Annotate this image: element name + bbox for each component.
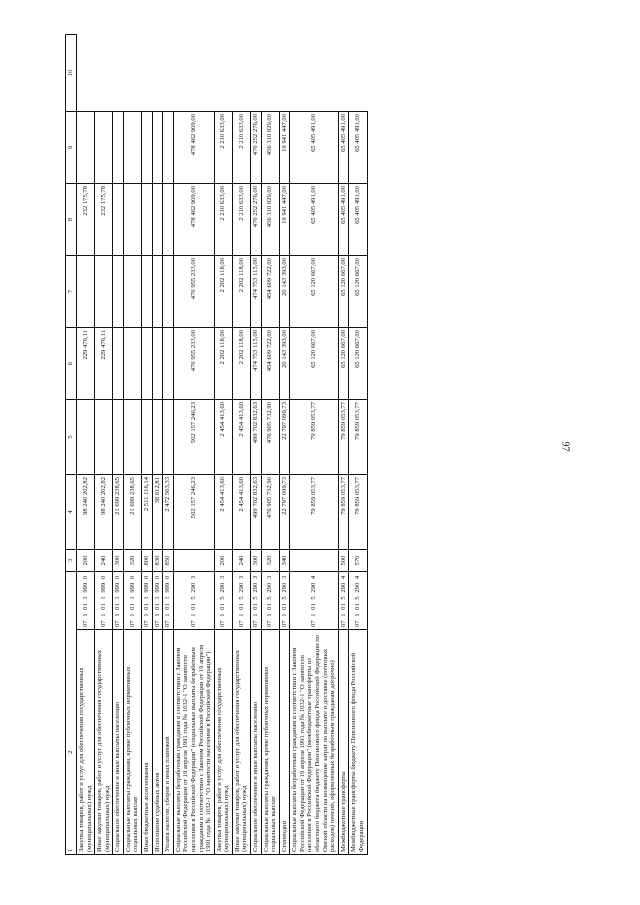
budget-table-container [65,35,590,855]
row-amount-cell-10 [142,112,153,184]
row-amount-cell-9: 65 405 491,00 [338,184,349,256]
row-name-cell: Иные закупки товаров, работ и услуг для обеспечения государственных (муниципальных) нужд [95,630,113,855]
row-amount-cell-10: 65 405 491,00 [349,112,367,184]
row-amount-cell-10: 19 941 447,00 [279,112,290,184]
row-amount-cell-8 [95,256,113,328]
table-row [338,35,349,855]
row-amount-cell-8: 65 120 667,00 [338,256,349,328]
row-expense-type-cell: 240 [232,550,250,572]
row-name-cell: Межбюджетные трансферты [338,630,349,855]
row-expense-type-cell: 850 [163,550,174,572]
row-amount-cell-9: 65 405 491,00 [290,184,338,256]
row-name-cell: Социальные выплаты безработным гражданам в соответствии с Законом Российской Федерации от 19 апреля 1991 года № 1032-1 "О занятости населения в Российской Федерации" (социальные выплаты безработным гражданам в соответствии с Законом Российской Федерации от 19 апреля 1991 года № 1032-1 "О занятости населения в Российской Федерации") [173,630,214,855]
row-code-cell: 07 1 01 5 290 3 [250,572,261,630]
row-amount-cell-7: 2 202 118,00 [232,328,250,400]
row-name-cell: Иные бюджетные ассигнования [142,630,153,855]
table-row [290,35,338,855]
table-row [214,35,232,855]
row-amount-cell-10: 478 462 909,00 [173,112,214,184]
row-code-cell: 07 1 01 1 999 0 [142,572,153,630]
row-expense-type-cell: 830 [152,550,163,572]
row-amount-cell-7 [123,328,141,400]
table-row [279,35,290,855]
row-expense-type-cell: 200 [77,550,95,572]
row-amount-cell-5: 21 699 238,65 [123,475,141,550]
header-col-1-2: 12 [66,572,77,855]
row-code-cell: 07 1 01 1 999 0 [123,572,141,630]
row-amount-cell-8: 2 202 118,00 [232,256,250,328]
header-col-6: 6 [66,328,77,400]
row-amount-cell-5: 38 612,81 [152,475,163,550]
row-amount-cell-9 [113,184,124,256]
row-amount-cell-9: 232 175,78 [95,184,113,256]
row-name-cell: Закупка товаров, работ и услуг для обеспечения государственных (муниципальных) нужд [77,630,95,855]
row-amount-cell-6 [95,400,113,475]
row-amount-cell-9: 2 210 633,00 [232,184,250,256]
row-expense-type-cell: 300 [250,550,261,572]
row-amount-cell-9 [152,184,163,256]
row-amount-cell-7: 229 476,11 [95,328,113,400]
row-amount-cell-6: 502 157 246,23 [173,400,214,475]
row-expense-type-cell: 340 [279,550,290,572]
row-amount-cell-7: 2 202 118,00 [214,328,232,400]
row-code-cell: 07 1 01 5 290 4 [290,572,338,630]
row-expense-type-cell [173,550,214,572]
table-row [95,35,113,855]
row-amount-cell-9 [123,184,141,256]
row-amount-cell-8: 65 120 667,00 [290,256,338,328]
row-amount-cell-8: 65 120 667,00 [349,256,367,328]
row-amount-cell-8: 476 955 233,00 [173,256,214,328]
row-amount-cell-8 [113,256,124,328]
table-row [123,35,141,855]
row-amount-cell-5: 499 702 832,63 [250,475,261,550]
row-amount-cell-9: 232 175,78 [77,184,95,256]
row-amount-cell-6: 476 905 732,90 [261,400,279,475]
row-amount-cell-10 [163,112,174,184]
row-amount-cell-10: 2 210 633,00 [214,112,232,184]
row-name-cell: Социальное обеспечение и иные выплаты населению [250,630,261,855]
row-amount-cell-9: 2 210 633,00 [214,184,232,256]
row-amount-cell-9: 478 462 909,00 [173,184,214,256]
row-amount-cell-9: 65 405 491,00 [349,184,367,256]
row-amount-cell-7 [142,328,153,400]
row-amount-cell-5: 502 157 246,23 [173,475,214,550]
row-name-cell: Социальное обеспечение и иные выплаты населению [113,630,124,855]
row-code-cell: 07 1 01 5 290 3 [173,572,214,630]
table-row [113,35,124,855]
row-amount-cell-6 [152,400,163,475]
header-col-5: 5 [66,400,77,475]
header-col-8: 8 [66,184,77,256]
row-amount-cell-5: 21 699 238,65 [113,475,124,550]
column-number-header-row [66,35,77,855]
row-amount-cell-5: 79 859 053,77 [349,475,367,550]
row-amount-cell-7: 65 120 667,00 [290,328,338,400]
row-expense-type-cell: 800 [142,550,153,572]
row-amount-cell-7 [152,328,163,400]
table-row [77,35,95,855]
row-name-cell: Стипендии [279,630,290,855]
row-amount-cell-10 [95,112,113,184]
row-amount-cell-5: 2 511 116,14 [142,475,153,550]
row-amount-cell-10: 65 405 491,00 [338,112,349,184]
header-col-3: 3 [66,550,77,572]
table-row [250,35,261,855]
row-amount-cell-8: 2 202 118,00 [214,256,232,328]
row-amount-cell-7: 65 120 667,00 [349,328,367,400]
row-amount-cell-8: 20 143 393,00 [279,256,290,328]
header-col-9: 9 [66,112,77,184]
row-amount-cell-8: 454 609 722,00 [261,256,279,328]
row-amount-cell-7: 474 753 115,00 [250,328,261,400]
row-amount-cell-5: 2 454 413,60 [232,475,250,550]
row-amount-cell-9: 456 310 829,00 [261,184,279,256]
row-amount-cell-7: 20 143 393,00 [279,328,290,400]
row-amount-cell-8 [77,256,95,328]
row-code-cell: 07 1 01 1 999 0 [95,572,113,630]
row-amount-cell-7: 229 476,11 [77,328,95,400]
table-row [152,35,163,855]
row-name-cell: Исполнение судебных актов [152,630,163,855]
row-expense-type-cell: 200 [214,550,232,572]
row-amount-cell-10: 476 252 276,00 [250,112,261,184]
row-amount-cell-7 [163,328,174,400]
table-row [163,35,174,855]
row-amount-cell-10: 65 405 491,00 [290,112,338,184]
row-amount-cell-6 [113,400,124,475]
row-amount-cell-8 [123,256,141,328]
row-expense-type-cell: 320 [261,550,279,572]
row-amount-cell-9 [142,184,153,256]
row-code-cell: 07 1 01 1 999 0 [152,572,163,630]
header-col-4: 4 [66,475,77,550]
row-amount-cell-8 [152,256,163,328]
row-expense-type-cell: 570 [349,550,367,572]
row-amount-cell-10 [152,112,163,184]
header-col-7: 7 [66,256,77,328]
row-code-cell: 07 1 01 1 999 0 [77,572,95,630]
row-amount-cell-5: 79 859 053,77 [290,475,338,550]
row-expense-type-cell [290,550,338,572]
row-amount-cell-6: 79 859 053,77 [349,400,367,475]
row-amount-cell-5: 22 797 099,73 [279,475,290,550]
row-amount-cell-9: 476 252 276,00 [250,184,261,256]
row-amount-cell-5: 98 240 202,82 [95,475,113,550]
row-amount-cell-5: 79 859 053,77 [338,475,349,550]
row-amount-cell-6: 2 454 413,60 [214,400,232,475]
row-name-cell: Социальные выплаты безработным гражданам в соответствии с Законом Российской Федерации от 19 апреля 1991 года № 1032-1 "О занятости населения в Российской Федерации" (межбюджетные трансферты из областного бюджета бюджету Пенсионного фонда Российской Федерации по Омской области на возмещение затрат по выплате и доставке (почтовых расходов) пенсий, оформленных безработным гражданам досрочно) [290,630,338,855]
row-amount-cell-6 [123,400,141,475]
row-amount-cell-5: 2 454 413,60 [214,475,232,550]
row-amount-cell-6: 2 454 413,60 [232,400,250,475]
row-name-cell: Социальные выплаты гражданам, кроме публичных нормативных социальных выплат [123,630,141,855]
row-amount-cell-6 [142,400,153,475]
row-amount-cell-6 [77,400,95,475]
row-code-cell: 07 1 01 5 290 3 [214,572,232,630]
table-row [261,35,279,855]
row-expense-type-cell: 300 [113,550,124,572]
row-name-cell: Иные закупки товаров, работ и услуг для обеспечения государственных (муниципальных) нужд [232,630,250,855]
row-amount-cell-10 [113,112,124,184]
page-number: 97 [559,441,571,452]
table-row [232,35,250,855]
row-amount-cell-6: 499 702 832,63 [250,400,261,475]
row-amount-cell-10: 456 310 829,00 [261,112,279,184]
row-amount-cell-8 [142,256,153,328]
row-amount-cell-5: 98 240 202,82 [77,475,95,550]
row-amount-cell-7: 476 955 233,00 [173,328,214,400]
row-amount-cell-5: 476 905 732,90 [261,475,279,550]
row-expense-type-cell: 240 [95,550,113,572]
row-amount-cell-5: 2 472 503,33 [163,475,174,550]
row-amount-cell-9: 19 941 447,00 [279,184,290,256]
table-row [142,35,153,855]
row-expense-type-cell: 500 [338,550,349,572]
row-amount-cell-8: 474 753 115,00 [250,256,261,328]
row-amount-cell-9 [163,184,174,256]
row-expense-type-cell: 320 [123,550,141,572]
row-code-cell: 07 1 01 5 290 3 [261,572,279,630]
row-code-cell: 07 1 01 5 290 4 [349,572,367,630]
table-row [173,35,214,855]
row-amount-cell-7 [113,328,124,400]
row-amount-cell-6 [163,400,174,475]
row-name-cell: Межбюджетные трансферты бюджету Пенсионного фонда Российской Федерации [349,630,367,855]
row-code-cell: 07 1 01 1 999 0 [163,572,174,630]
row-amount-cell-10 [123,112,141,184]
table-row [349,35,367,855]
row-amount-cell-6: 22 797 099,73 [279,400,290,475]
row-amount-cell-10: 2 210 633,00 [232,112,250,184]
row-amount-cell-6: 79 859 053,77 [338,400,349,475]
row-amount-cell-7: 454 609 722,00 [261,328,279,400]
row-code-cell: 07 1 01 5 290 3 [279,572,290,630]
row-name-cell: Уплата налогов, сборов и иных платежей [163,630,174,855]
row-amount-cell-6: 79 859 053,77 [290,400,338,475]
row-amount-cell-8 [163,256,174,328]
row-code-cell: 07 1 01 5 290 3 [232,572,250,630]
budget-table [65,34,368,855]
row-code-cell: 07 1 01 5 290 4 [338,572,349,630]
header-col-10: 10 [66,35,77,112]
row-amount-cell-7: 65 120 667,00 [338,328,349,400]
row-name-cell: Закупка товаров, работ и услуг для обеспечения государственных (муниципальных) нужд [214,630,232,855]
row-name-cell: Социальные выплаты гражданам, кроме публичных нормативных социальных выплат [261,630,279,855]
row-code-cell: 07 1 01 1 999 0 [113,572,124,630]
row-amount-cell-10 [77,112,95,184]
